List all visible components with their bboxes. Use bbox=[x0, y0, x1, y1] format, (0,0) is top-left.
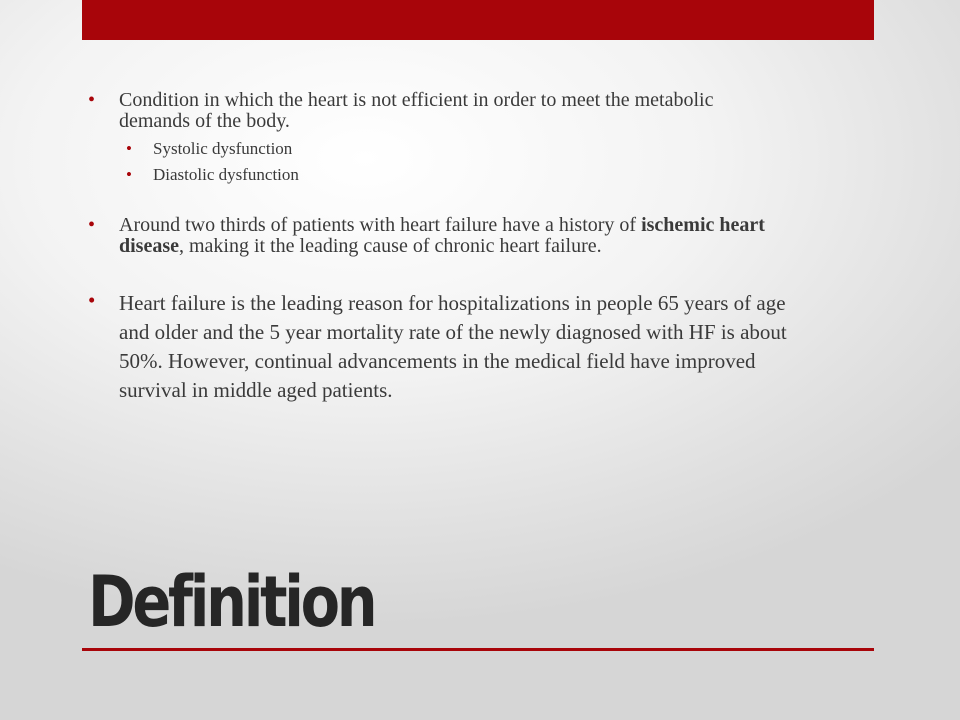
bullet-ischemic-text-after: , making it the leading cause of chronic heart failure. bbox=[179, 235, 602, 257]
bullet-hospitalization bbox=[88, 289, 788, 405]
bullet-definition bbox=[88, 90, 788, 132]
bullet-hospitalization-text: Heart failure is the leading reason for hospitalizations in people 65 years of age and older and the 5 year mortality rate of the newly diagnosed with HF is about 50%. However, continual advancements in the medical field have improved survival in middle aged patients. bbox=[119, 291, 787, 402]
bullet-list bbox=[88, 90, 788, 405]
bullet-definition-text: Condition in which the heart is not efficient in order to meet the metabolic demands of the body. bbox=[119, 89, 714, 132]
sub-bullet-diastolic bbox=[126, 165, 788, 185]
bullet-ischemic-bold-text: ischemic heart disease bbox=[119, 214, 765, 257]
bullet-ischemic-text-before: Around two thirds of patients with heart failure have a history of bbox=[119, 214, 642, 236]
sub-bullet-systolic-text: Systolic dysfunction bbox=[153, 139, 293, 158]
slide-title: Definition bbox=[88, 561, 375, 643]
top-accent-bar bbox=[82, 0, 874, 40]
bullet-ischemic bbox=[88, 215, 788, 257]
title-underline bbox=[82, 648, 874, 651]
sub-bullet-systolic bbox=[126, 139, 788, 159]
sub-bullet-diastolic-text: Diastolic dysfunction bbox=[153, 165, 299, 184]
